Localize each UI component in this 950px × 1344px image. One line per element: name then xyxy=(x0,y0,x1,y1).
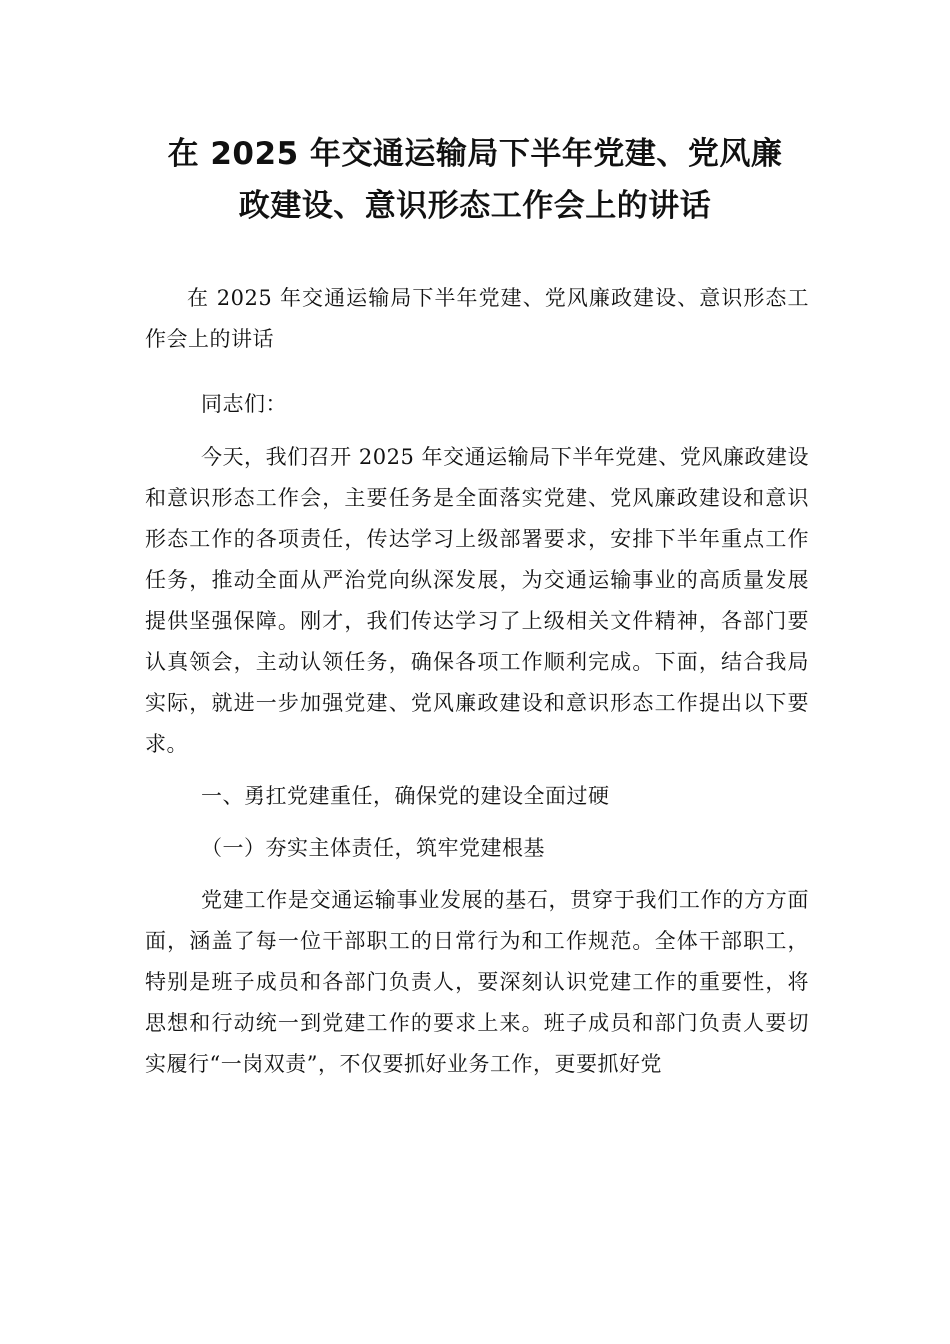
opening-paragraph: 今天，我们召开 2025 年交通运输局下半年党建、党风廉政建设和意识形态工作会，主要任务是全面落实党建、党风廉政建设和意识形态工作的各项责任，传达学习上级部署要求，安排下半年重点工作任务，推动全面从严治党向纵深发展，为交通运输事业的高质量发展提供坚强保障。刚才，我们传达学习了上级相关文件精神，各部门要认真领会，主动认领任务，确保各项工作顺利完成。下面，结合我局实际，就进一步加强党建、党风廉政建设和意识形态工作提出以下要求。 xyxy=(145,445,809,756)
body-paragraph-2: 党建工作是交通运输事业发展的基石，贯穿于我们工作的方方面面，涵盖了每一位干部职工的日常行为和工作规范。全体干部职工，特别是班子成员和各部门负责人，要深刻认识党建工作的重要性，将思想和行动统一到党建工作的要求上来。班子成员和部门负责人要切实履行“一岗双责”，不仅要抓好业务工作，更要抓好党 xyxy=(145,888,809,1076)
subtitle-paragraph: 在 2025 年交通运输局下半年党建、党风廉政建设、意识形态工作会上的讲话 xyxy=(145,286,809,351)
title-line-1: 在 2025 年交通运输局下半年党建、党风廉 xyxy=(167,136,783,172)
document-body xyxy=(145,278,809,1085)
subsection-heading-1-1: （一）夯实主体责任，筑牢党建根基 xyxy=(201,836,545,860)
section-heading-1: 一、勇扛党建重任，确保党的建设全面过硬 xyxy=(201,784,610,808)
title-line-2: 政建设、意识形态工作会上的讲话 xyxy=(238,188,712,224)
document-title xyxy=(130,128,820,232)
greeting: 同志们： xyxy=(201,392,287,416)
